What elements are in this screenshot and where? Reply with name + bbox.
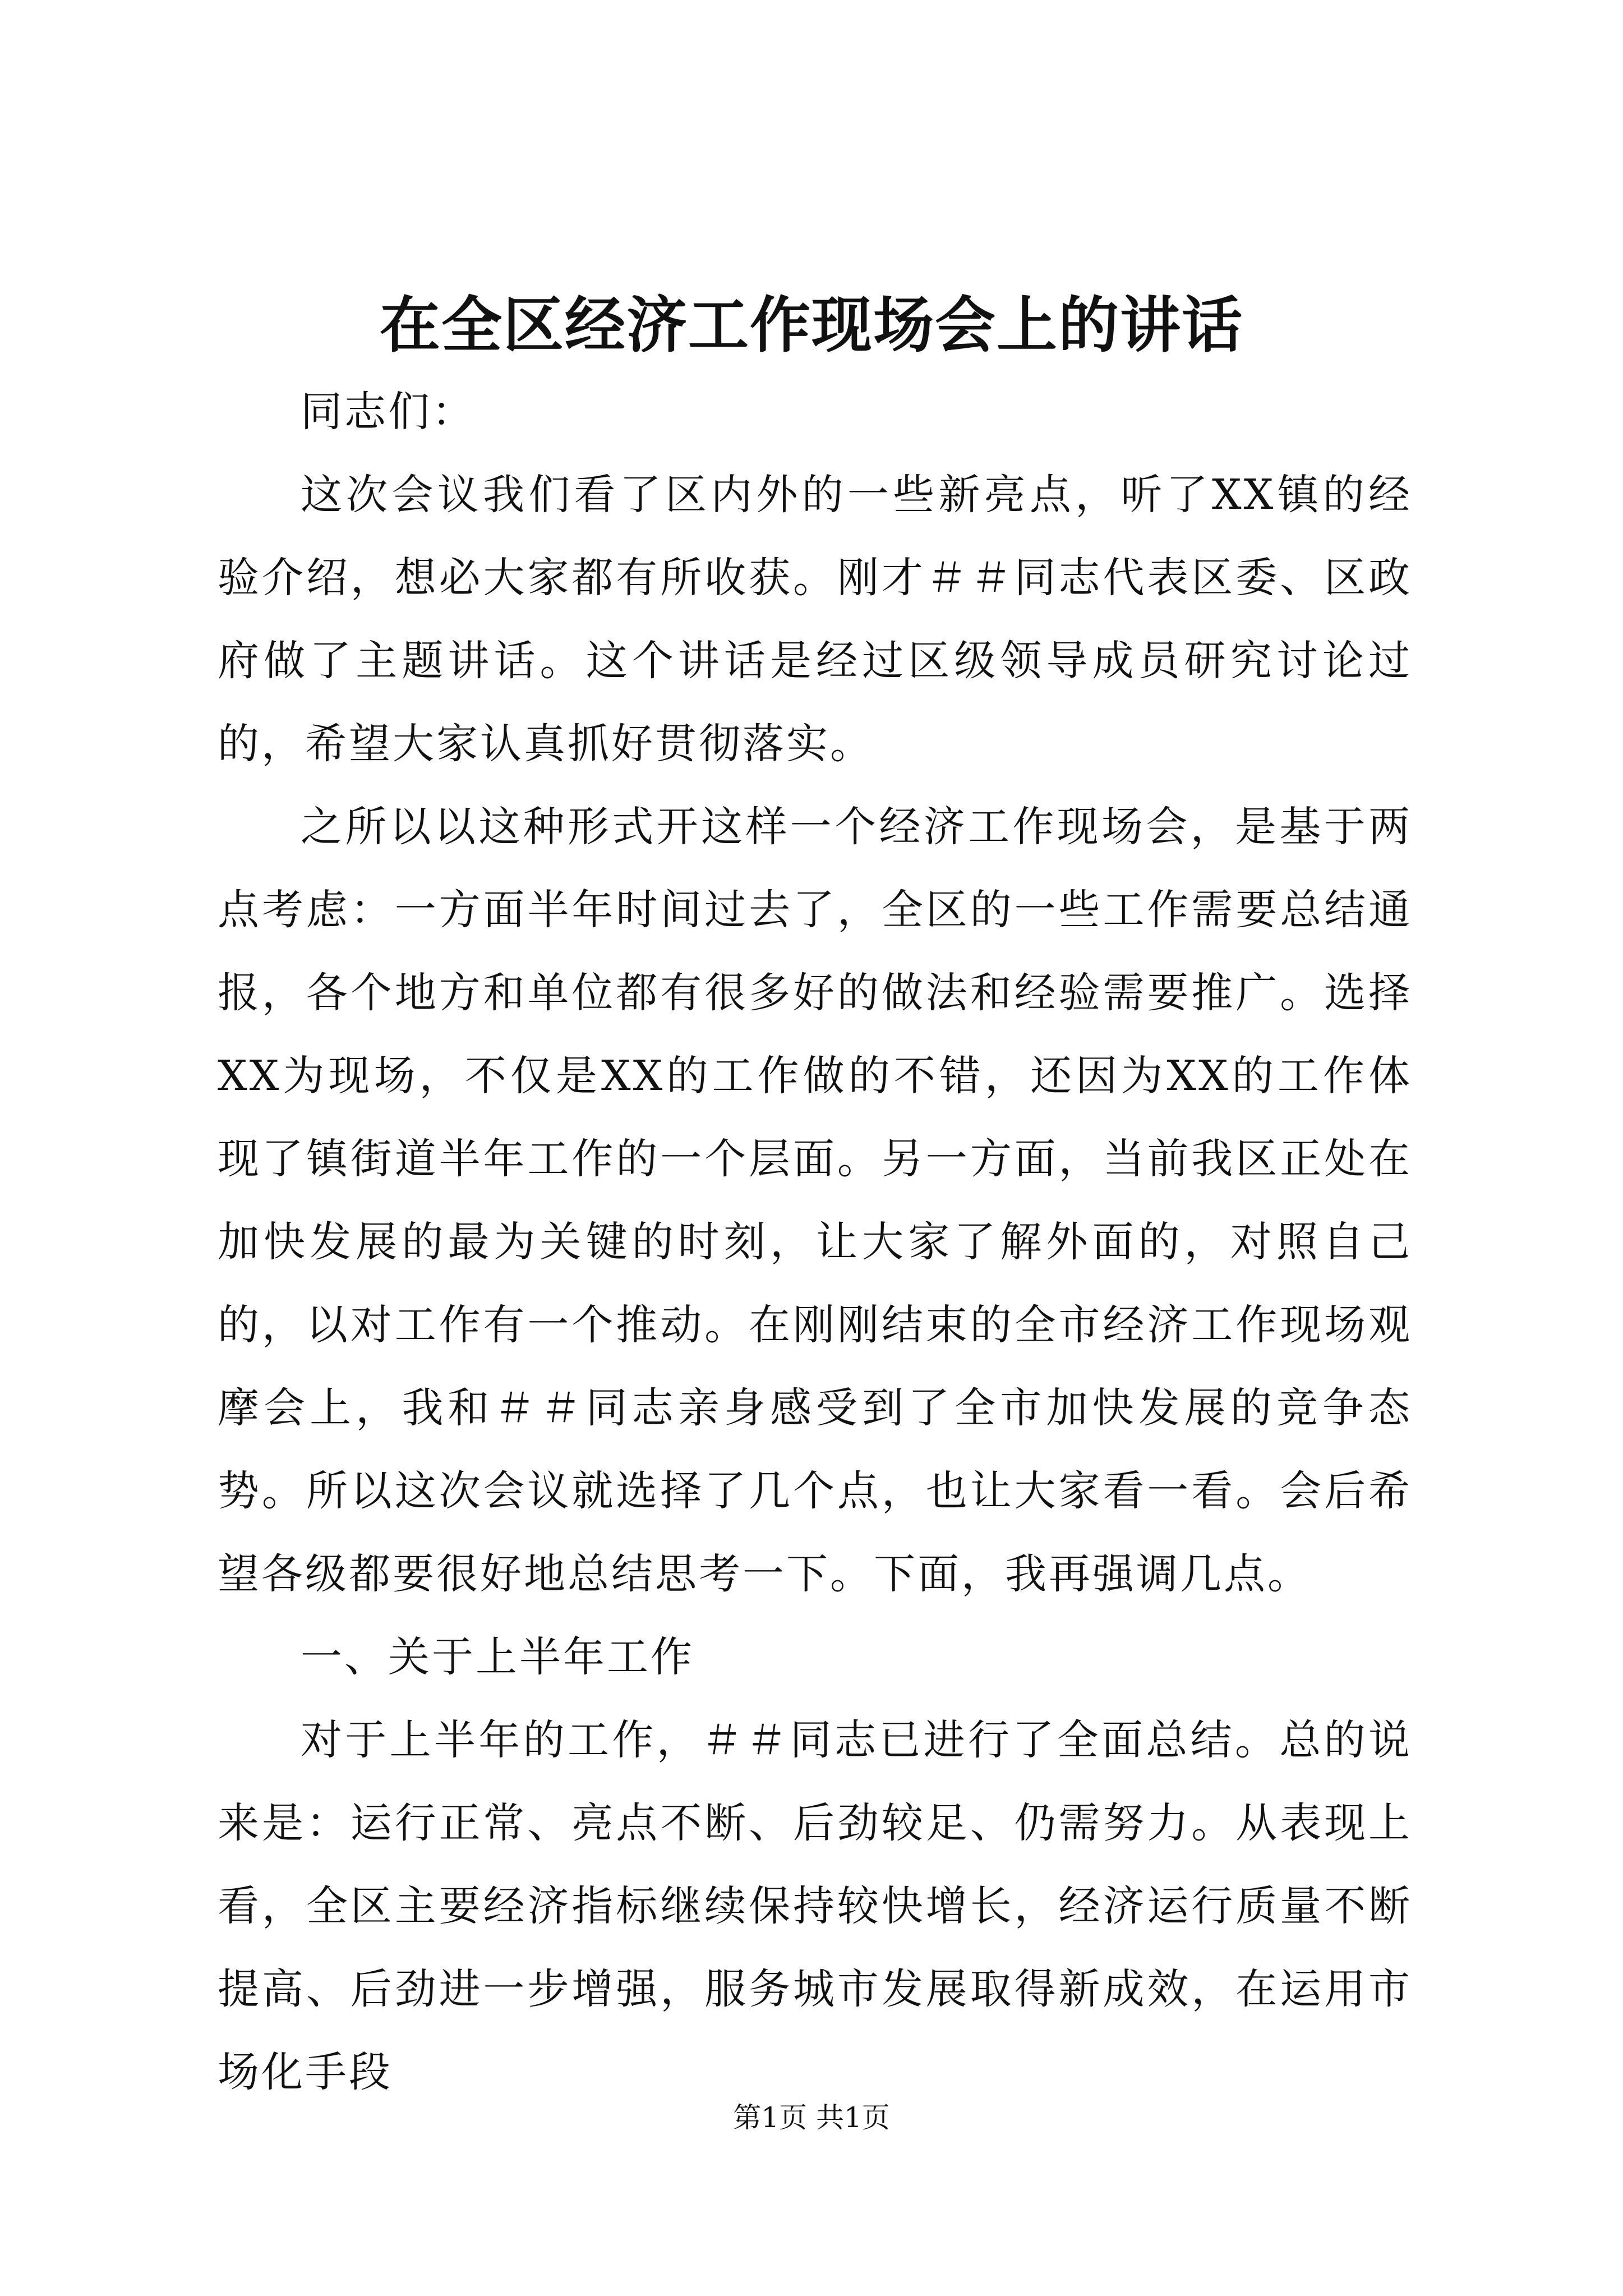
salutation: 同志们： — [301, 388, 476, 436]
document-title: 在全区经济工作现场会上的讲话 — [379, 290, 1243, 361]
section-heading: 一、关于上半年工作 — [301, 1633, 694, 1681]
paragraph: 之所以以这种形式开这样一个经济工作现场会，是基于两点考虑：一方面半年时间过去了，全区的一些工作需要总结通报，各个地方和单位都有很多好的做法和经验需要推广。选择XX为现场，不仅是XX的工作做的不错，还因为XX的工作体现了镇街道半年工作的一个层面。另一方面，当前我区正处在加快发展的最为关键的时刻，让大家了解外面的，对照自己的，以对工作有一个推动。在刚刚结束的全市经济工作现场观摩会上，我和＃＃同志亲身感受到了全市加快发展的竞争态势。所以这次会议就选择了几个点，也让大家看一看。会后希望各级都要很好地总结思考一下。下面，我再强调几点。 — [218, 803, 1412, 1598]
document-body — [218, 370, 1412, 2114]
paragraph: 对于上半年的工作，＃＃同志已进行了全面总结。总的说来是：运行正常、亮点不断、后劲较足、仍需努力。从表现上看，全区主要经济指标继续保持较快增长，经济运行质量不断提高、后劲进一步增强，服务城市发展取得新成效，在运用市场化手段 — [218, 1716, 1412, 2096]
page-footer: 第1页 共1页 — [733, 2101, 890, 2134]
paragraph: 这次会议我们看了区内外的一些新亮点，听了XX镇的经验介绍，想必大家都有所收获。刚才＃＃同志代表区委、区政府做了主题讲话。这个讲话是经过区级领导成员研究讨论过的，希望大家认真抓好贯彻落实。 — [218, 471, 1412, 768]
